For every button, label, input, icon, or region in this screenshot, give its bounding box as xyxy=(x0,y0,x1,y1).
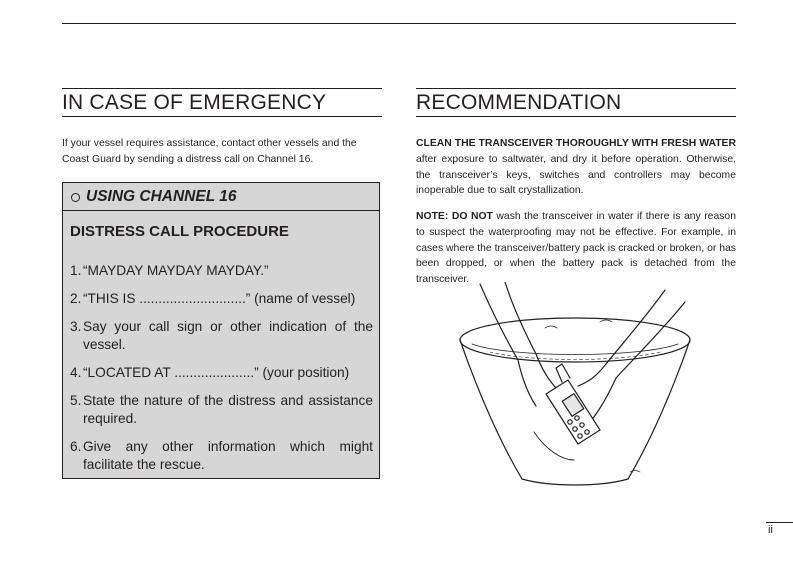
emergency-heading: IN CASE OF EMERGENCY xyxy=(62,88,382,117)
procedure-step xyxy=(70,364,373,382)
note-lead: NOTE: DO NOT xyxy=(416,211,493,222)
procedure-step xyxy=(70,262,373,280)
circle-bullet-icon xyxy=(71,193,80,202)
washing-illustration xyxy=(450,282,700,492)
step-number: 1. xyxy=(70,263,82,278)
cleaning-text: after exposure to saltwater, and dry it before operation. Otherwise, the transceiver’s keys, switches and controllers may become inoperable due to salt crystallization. xyxy=(416,153,736,197)
step-number: 6. xyxy=(70,439,82,454)
procedure-title: DISTRESS CALL PROCEDURE xyxy=(70,223,289,240)
step-number: 2. xyxy=(70,291,82,306)
page-number: ii xyxy=(766,522,793,537)
cleaning-lead: CLEAN THE TRANSCEIVER THOROUGHLY WITH FRESH WATER xyxy=(416,138,736,149)
procedure-step xyxy=(70,318,373,354)
top-rule xyxy=(62,23,736,24)
channel-16-callout xyxy=(62,182,380,479)
emergency-intro: If your vessel requires assistance, contact other vessels and the Coast Guard by sending a distress call on Channel 16. xyxy=(62,138,357,165)
procedure-step xyxy=(70,438,373,474)
callout-title: USING CHANNEL 16 xyxy=(86,188,237,205)
recommendation-heading: RECOMMENDATION xyxy=(416,88,736,117)
step-number: 4. xyxy=(70,365,82,380)
procedure-steps xyxy=(70,262,373,484)
step-text: State the nature of the distress and assistance required. xyxy=(83,393,373,426)
transceiver-icon xyxy=(534,364,600,460)
step-text: “MAYDAY MAYDAY MAYDAY.” xyxy=(83,263,269,278)
callout-header xyxy=(63,183,379,211)
note-paragraph xyxy=(416,209,736,288)
step-text: Say your call sign or other indication of the vessel. xyxy=(83,319,373,352)
procedure-step xyxy=(70,290,373,308)
cleaning-paragraph xyxy=(416,136,736,199)
step-text: Give any other information which might facilitate the rescue. xyxy=(83,439,373,472)
step-text: “LOCATED AT .....................” (your position) xyxy=(83,365,350,380)
step-text: “THIS IS ............................” (name of vessel) xyxy=(83,291,356,306)
step-number: 3. xyxy=(70,319,82,334)
note-text: wash the transceiver in water if there is any reason to suspect the waterproofing may not be effective. For example, in cases where the transceiver/battery pack is cracked or broken, or has been dropped, or when the battery pack is detached from the transceiver. xyxy=(416,211,736,286)
procedure-step xyxy=(70,392,373,428)
step-number: 5. xyxy=(70,393,82,408)
